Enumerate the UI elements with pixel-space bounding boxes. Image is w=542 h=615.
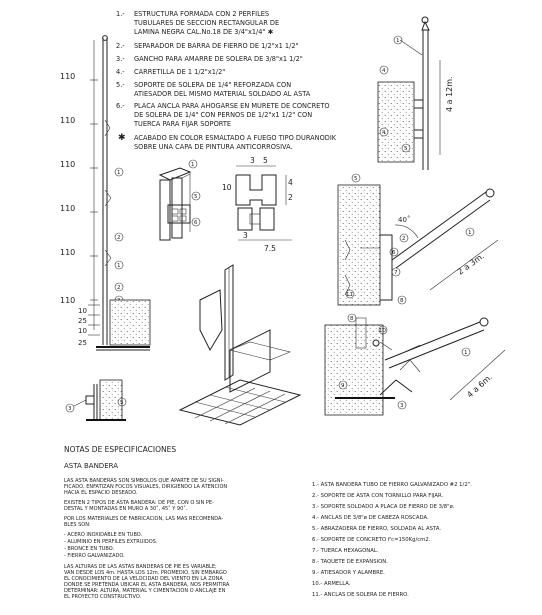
spec-1-num: 1.- bbox=[116, 10, 125, 18]
pole-callout-4: 2 bbox=[117, 285, 121, 291]
sec-dim-3-bottom: 3 bbox=[243, 231, 248, 240]
spec-5-line-1: SOPORTE DE SOLERA DE 1/4" REFORZADA CON bbox=[134, 81, 292, 89]
rlow-callout-10: 10 bbox=[379, 328, 386, 334]
dim-110-e: 110 bbox=[60, 248, 76, 257]
legend-item-7: 7.- TUERCA HEXAGONAL. bbox=[312, 548, 379, 554]
rlow-callout-1: 1 bbox=[464, 350, 468, 356]
rmid-callout-6: 6 bbox=[392, 250, 396, 256]
rtop-callout-4a: 4 bbox=[382, 68, 386, 74]
angle-40: 40˚ bbox=[398, 216, 411, 224]
legend-item-6: 6.- SOPORTE DE CONCRETO f'c=150Kg/cm2. bbox=[312, 537, 431, 543]
sec-dim-10: 10 bbox=[222, 183, 232, 192]
note-p3-l2: BLES SON: bbox=[64, 522, 91, 528]
pole-callout-1: 1 bbox=[117, 170, 121, 176]
legend-item-4: 4.- ANCLAS DE 3/8"ø DE CABEZA ROSCADA. bbox=[312, 515, 429, 521]
spec-2-num: 2.- bbox=[116, 42, 125, 50]
pole-callout-2: 2 bbox=[117, 235, 121, 241]
rmid-callout-11: 11 bbox=[346, 292, 353, 298]
base-dim-25-b: 25 bbox=[78, 339, 87, 347]
note-p5-l1: LAS ALTURAS DE LAS ASTAS BANDERAS DE PIE ES VARIABLE; bbox=[64, 564, 217, 570]
legend-item-8: 8.- TAQUETE DE EXPANSION. bbox=[312, 559, 388, 565]
rmid-callout-1: 1 bbox=[468, 230, 472, 236]
profile-section bbox=[222, 156, 293, 253]
rtop-callout-4b: 4 bbox=[382, 130, 386, 136]
base-dim-25-a: 25 bbox=[78, 317, 87, 325]
spec-star-line-1: ACABADO EN COLOR ESMALTADO A FUEGO TIPO DURANODIK bbox=[134, 134, 337, 142]
legend-item-5: 5.- ABRAZADERA DE FIERRO, SOLDADA AL ASTA. bbox=[312, 526, 442, 532]
dim-110-a: 110 bbox=[60, 72, 76, 81]
dim-110-c: 110 bbox=[60, 160, 76, 169]
profile-callout-1: 1 bbox=[191, 162, 195, 168]
spec-1-line-1: ESTRUCTURA FORMADA CON 2 PERFILES bbox=[134, 10, 270, 18]
note-p5-l5: DETERMINAR: ALTURA, MATERIAL Y CIMENTACION O ANCLAJE EN bbox=[64, 588, 226, 594]
profile-isometric bbox=[160, 160, 200, 240]
dim-110-b: 110 bbox=[60, 116, 76, 125]
pole-concrete-base bbox=[110, 300, 150, 345]
sec-dim-4: 4 bbox=[288, 178, 293, 187]
dim-110-d: 110 bbox=[60, 204, 76, 213]
sec-dim-3-top: 3 bbox=[250, 156, 255, 165]
spec-3-line-1: GANCHO PARA AMARRE DE SOLERA DE 3/8"x1 1/2" bbox=[134, 55, 303, 63]
rmid-callout-2: 2 bbox=[402, 236, 406, 242]
note-p4-l3: - BRONCE EN TUBO. bbox=[64, 546, 115, 552]
spec-4-line-1: CARRETILLA DE 1 1/2"x1/2" bbox=[134, 68, 226, 76]
spec-star-mark: ✱ bbox=[118, 133, 126, 143]
spec-3-num: 3.- bbox=[116, 55, 125, 63]
note-p3-l1: POR LOS MATERIALES DE FABRICACION, LAS MAS RECOMENDA- bbox=[64, 516, 224, 522]
legend-item-11: 11.- ANCLAS DE SOLERA DE FIERRO. bbox=[312, 592, 409, 598]
spec-2-line-1: SEPARADOR DE BARRA DE FIERRO DE 1/2"x1 1/2" bbox=[134, 42, 299, 50]
note-p1-l3: HACIA EL ESPACIO DESEADO. bbox=[64, 490, 138, 496]
rlow-callout-8: 8 bbox=[350, 316, 354, 322]
note-p5-l4: DONDE SE PRETENDA UBICAR EL ASTA BANDERA, NOS PERMITIRA bbox=[64, 582, 230, 588]
legend bbox=[312, 482, 472, 598]
spec-4-num: 4.- bbox=[116, 68, 125, 76]
small-callout-3: 3 bbox=[68, 406, 72, 412]
notes-section bbox=[64, 445, 230, 600]
wall-mount-isometric bbox=[180, 265, 300, 425]
spec-star-line-2: SOBRE UNA CAPA DE PINTURA ANTICORROSIVA. bbox=[134, 143, 293, 151]
notes-subheading: ASTA BANDERA bbox=[64, 462, 118, 470]
height-4-12: 4 a 12m. bbox=[445, 76, 454, 112]
spec-6-line-3: TUERCA PARA FIJAR SOPORTE bbox=[134, 120, 232, 128]
legend-item-9: 9.- ATIESADOR Y ALAMBRE. bbox=[312, 570, 385, 576]
small-callout-5: 5 bbox=[120, 400, 124, 406]
notes-heading: NOTAS DE ESPECIFICACIONES bbox=[64, 445, 177, 454]
note-p4-l4: - FIERRO GALVANIZADO. bbox=[64, 553, 125, 559]
note-p1-l2: FICADO, ENFATIZAN FOCOS VISUALES, DIRIGIENDO LA ATENCION bbox=[64, 484, 228, 490]
pole-callout-3: 1 bbox=[117, 263, 121, 269]
note-p2-l1: EXISTEN 2 TIPOS DE ASTA BANDERA: DE PIE, CON O SIN PE- bbox=[64, 500, 214, 506]
base-dim-10-b: 10 bbox=[78, 327, 87, 335]
spec-1-line-2: TUBULARES DE SECCION RECTANGULAR DE bbox=[134, 19, 280, 27]
height-2-3: 2 a 3m. bbox=[455, 251, 486, 277]
dim-110-f: 110 bbox=[60, 296, 76, 305]
sec-dim-2: 2 bbox=[288, 193, 293, 202]
rlow-callout-9: 9 bbox=[341, 383, 345, 389]
spec-6-line-2: DE SOLERA DE 1/4" CON PERNOS DE 1/2"x1 1/2" CON bbox=[134, 111, 313, 119]
small-base-detail bbox=[66, 380, 126, 420]
rmid-callout-8: 8 bbox=[400, 298, 404, 304]
rlow-callout-3: 3 bbox=[400, 403, 404, 409]
legend-item-1: 1.- ASTA BANDERA TUBO DE FIERRO GALVANIZADO #2 1/2". bbox=[312, 482, 472, 488]
note-p4-l1: - ACERO INOXIDABLE EN TUBO. bbox=[64, 532, 143, 538]
note-p5-l2: VAN DESDE LOS 4m. HASTA LOS 12m. PROMEDIO, SIN EMBARGO bbox=[64, 570, 227, 576]
right-wall-detail-top bbox=[378, 17, 454, 170]
spec-6-line-1: PLACA ANCLA PARA AHOGARSE EN MURETE DE CONCRETO bbox=[134, 102, 330, 110]
note-p5-l6: EL PROYECTO CONSTRUCTIVO. bbox=[64, 594, 142, 600]
height-4-6: 4 a 6m. bbox=[465, 372, 495, 400]
rtop-callout-1: 1 bbox=[396, 38, 400, 44]
rtop-callout-5: 5 bbox=[404, 146, 408, 152]
spec-6-num: 6.- bbox=[116, 102, 125, 110]
spec-1-line-3: LAMINA NEGRA CAL.No.18 DE 3/4"x1/4" ✱ bbox=[134, 28, 274, 36]
right-mount-low bbox=[325, 314, 505, 415]
legend-item-10: 10.- ARMELLA. bbox=[312, 581, 351, 587]
sec-dim-5-top: 5 bbox=[263, 156, 268, 165]
right-mount-45 bbox=[338, 174, 498, 305]
legend-item-2: 2.- SOPORTE DE ASTA CON TORNILLO PARA FIJAR. bbox=[312, 493, 444, 499]
profile-callout-5: 5 bbox=[194, 194, 198, 200]
spec-list bbox=[116, 10, 337, 151]
rmid-callout-7: 7 bbox=[394, 270, 398, 276]
note-p1-l1: LAS ASTA BANDERAS SON SIMBOLOS QUE APARTE DE SU SIGNI- bbox=[64, 478, 224, 484]
spec-5-line-2: ATIESADOR DEL MISMO MATERIAL SOLDADO AL ASTA bbox=[134, 90, 311, 98]
base-dim-10-a: 10 bbox=[78, 307, 87, 315]
spec-5-num: 5.- bbox=[116, 81, 125, 89]
legend-item-3: 3.- SOPORTE SOLDADO A PLACA DE FIERRO DE 3/8"ø. bbox=[312, 504, 455, 510]
rmid-callout-5: 5 bbox=[354, 176, 358, 182]
note-p4-l2: - ALUMINIO EN PERFILES EXTRUIDOS. bbox=[64, 539, 158, 545]
note-p2-l2: DESTAL Y MONTADAS EN MURO A 30˚, 45˚ Y 90˚. bbox=[64, 506, 188, 512]
note-p5-l3: EL CONOCIMIENTO DE LA VELOCIDAD DEL VIENTO EN LA ZONA bbox=[64, 576, 223, 582]
profile-callout-6: 6 bbox=[194, 220, 198, 226]
sec-dim-7-5: 7.5 bbox=[264, 244, 276, 253]
